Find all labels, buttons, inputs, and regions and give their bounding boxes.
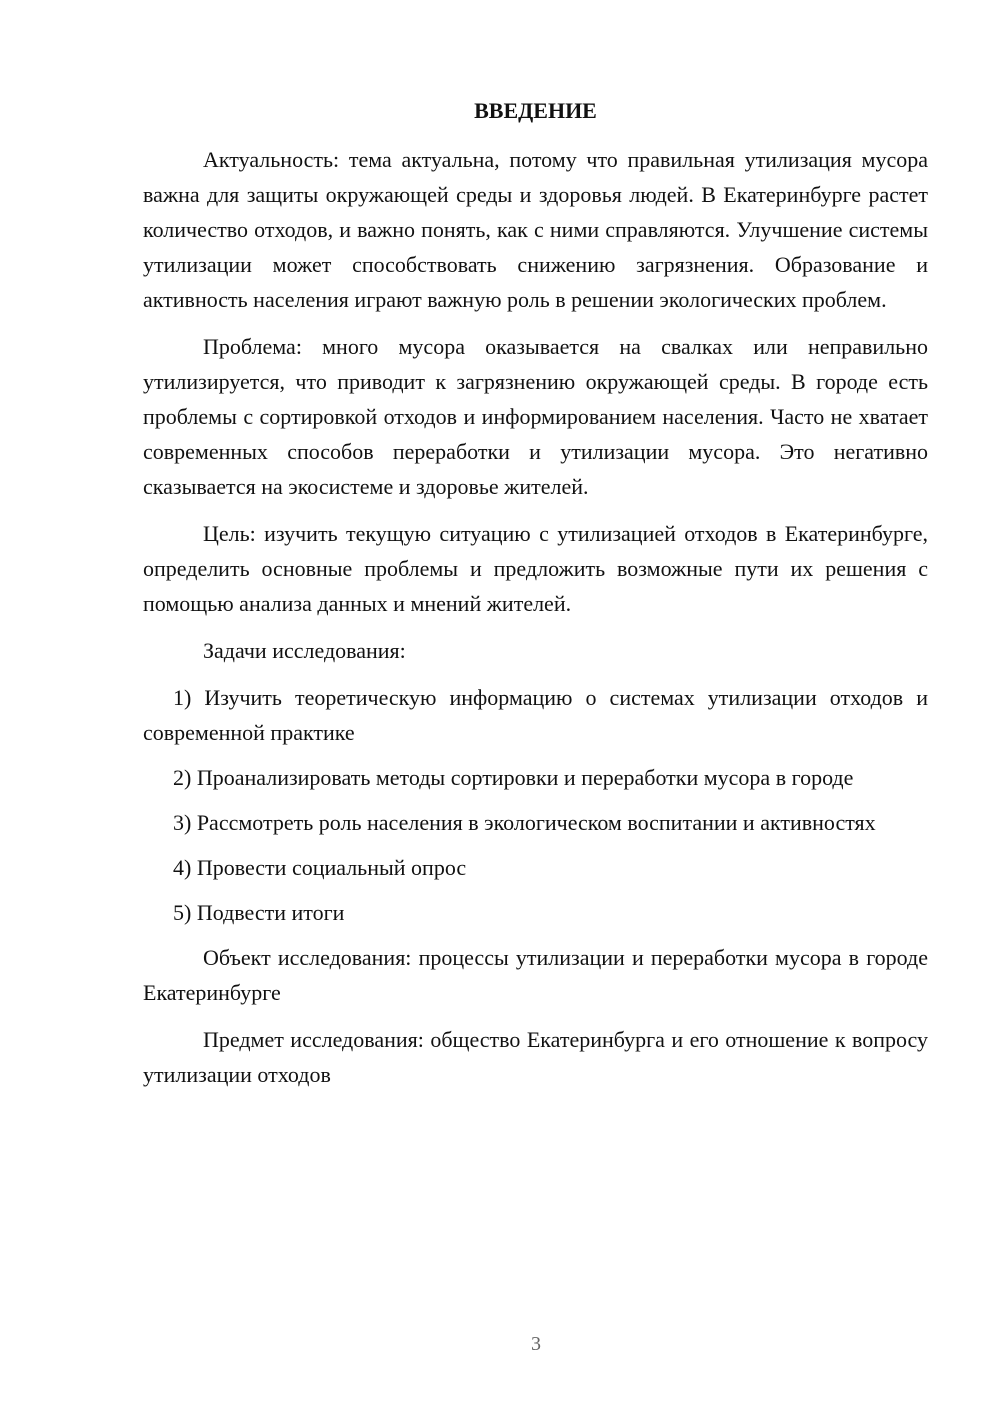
task-item-1: 1) Изучить теоретическую информацию о системах утилизации отходов и современной практике [143,685,928,745]
tasks-heading: Задачи исследования: [203,638,406,663]
page-content [143,96,928,1104]
paragraph-problem: Проблема: много мусора оказывается на свалках или неправильно утилизируется, что приводит к загрязнению окружающей среды. В городе есть проблемы с сортировкой отходов и информированием населения. Часто не хватает современных способов переработки и утилизации мусора. Это негативно сказывается на экосистеме и здоровье жителей. [143,334,928,499]
page-number: 3 [531,1333,541,1355]
paragraph-relevance: Актуальность: тема актуальна, потому что правильная утилизация мусора важна для защиты окружающей среды и здоровья людей. В Екатеринбурге растет количество отходов, и важно понять, как с ними справляются. Улучшение системы утилизации может способствовать снижению загрязнения. Образование и активность населения играют важную роль в решении экологических проблем. [143,147,928,312]
task-item-2: 2) Проанализировать методы сортировки и переработки мусора в городе [173,765,854,790]
paragraph-object: Объект исследования: процессы утилизации и переработки мусора в городе Екатеринбурге [143,945,928,1005]
section-title: ВВЕДЕНИЕ [474,98,597,123]
task-item-5: 5) Подвести итоги [173,900,345,925]
paragraph-goal: Цель: изучить текущую ситуацию с утилизацией отходов в Екатеринбурге, определить основные проблемы и предложить возможные пути их решения с помощью анализа данных и мнений жителей. [143,521,928,616]
paragraph-subject: Предмет исследования: общество Екатеринбурга и его отношение к вопросу утилизации отходов [143,1027,928,1087]
task-item-3: 3) Рассмотреть роль населения в экологическом воспитании и активностях [173,810,876,835]
task-item-4: 4) Провести социальный опрос [173,855,467,880]
